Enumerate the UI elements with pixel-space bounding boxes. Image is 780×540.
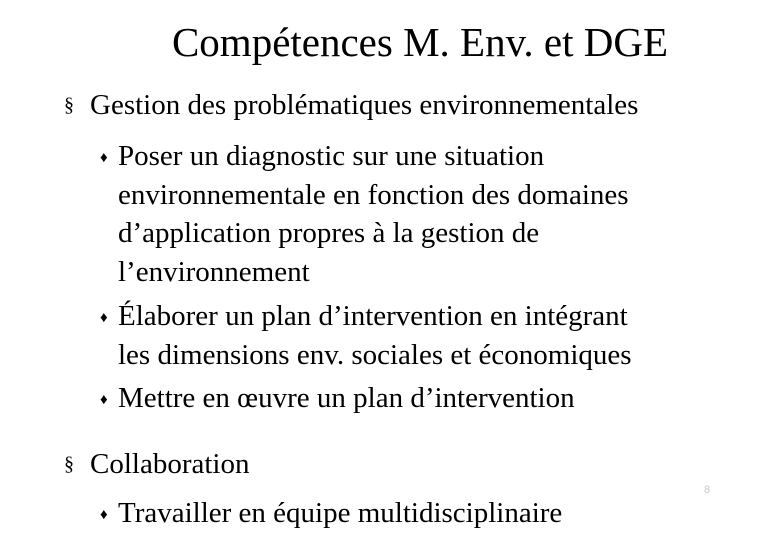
diamond-bullet-icon: ♦ [100,392,108,408]
section-label: Gestion des problématiques environnementales [90,89,639,121]
section-label: Collaboration [90,448,250,480]
list-item-line: Travailler en équipe multidisciplinaire [118,497,563,529]
section-bullet-icon: § [64,453,74,475]
page-number: 8 [704,484,711,496]
diamond-bullet-icon: ♦ [100,310,108,326]
list-item-line: Poser un diagnostic sur une situation [118,140,545,172]
list-item-line: environnementale en fonction des domaines [118,178,629,211]
list-item-line: l’environnement [118,255,310,288]
diamond-bullet-icon: ♦ [100,507,108,523]
list-item-line: les dimensions env. sociales et économiques [118,338,632,371]
list-item-line: d’application propres à la gestion de [118,217,540,249]
diamond-bullet-icon: ♦ [100,150,108,166]
list-item-line: Mettre en œuvre un plan d’intervention [118,382,575,414]
list-item-line: Élaborer un plan d’intervention en intégrant [118,300,628,332]
slide-title: Compétences M. Env. et DGE [171,19,669,65]
section-bullet-icon: § [64,94,74,116]
